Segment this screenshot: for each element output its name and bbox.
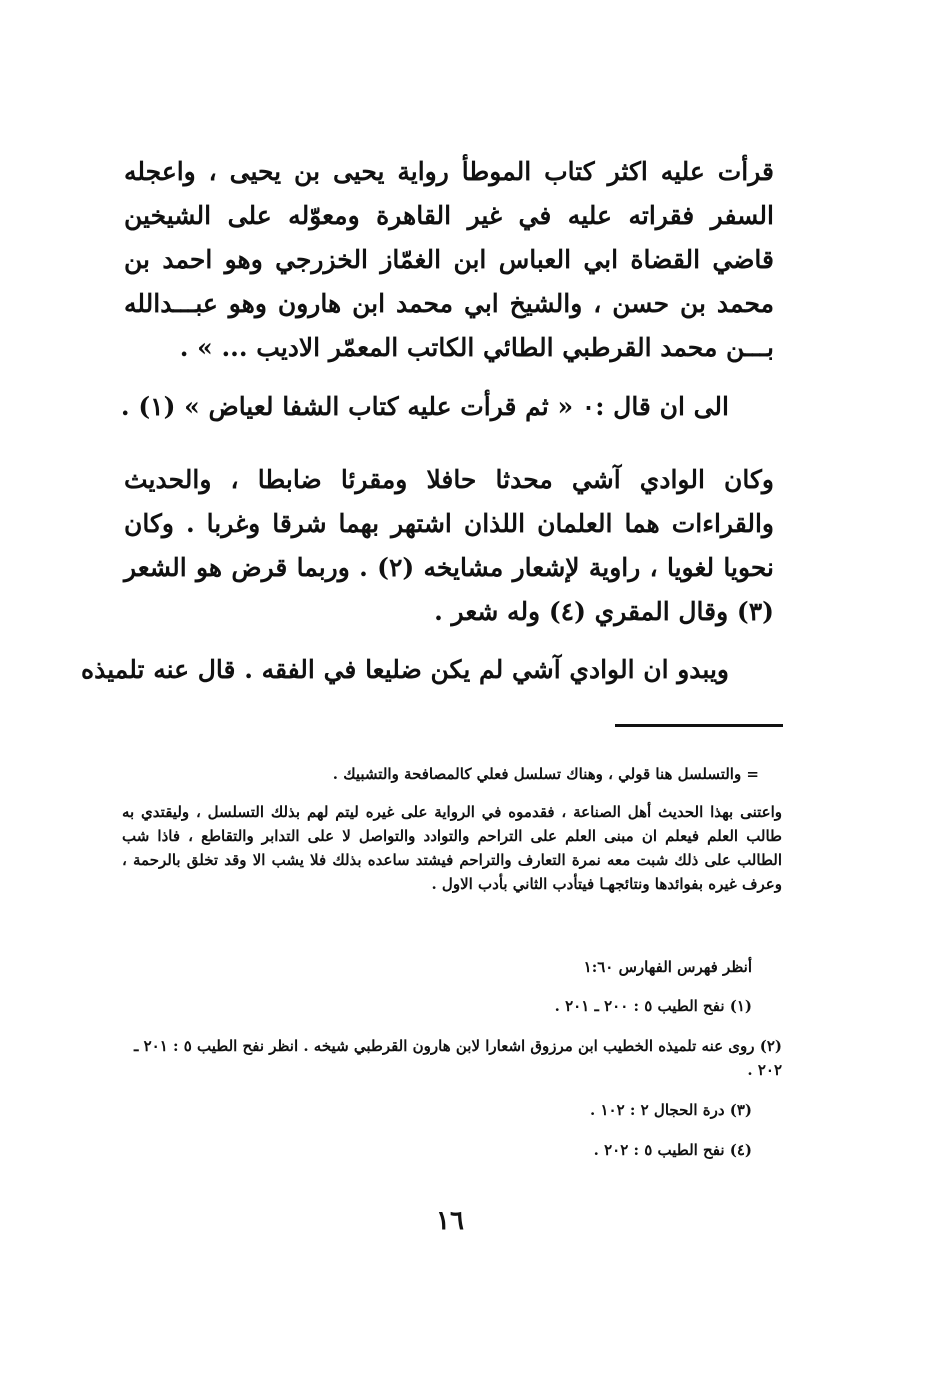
footnote-text: = والتسلسل هنا قولي ، وهناك تسلسل فعلي كالمصافحة والتشبيك . <box>332 765 759 783</box>
footnote-continuation <box>99 762 759 786</box>
footnote-item: (٣) درة الحجال ٢ : ١٠٢ . <box>590 1101 752 1119</box>
paragraph-text: ويبدو ان الوادي آشي لم يكن ضليعا في الفقه . قال عنه تلميذه <box>81 655 729 684</box>
body-paragraph <box>79 385 729 429</box>
footnote-text: واعتنى بهذا الحديث أهل الصناعة ، فقدموه في الرواية على غيره ليتم لهم بذلك التسلسل ، وليقتدي به طالب العلم فيعلم ان مبنى العلم على التراحم والتوادد والتواصل لا على التدابر والتقاطع ، فاذا شب الطالب على ذلك شبت معه نمرة التعارف والتراحم فيشتد ساعده بذلك فلا يشب الا وقد تخلق بالرحمة ، وعرف غيره بفوائدها ونتائجهـا فيتأدب الثاني بأدب الاول . <box>122 803 782 893</box>
body-paragraph <box>79 648 729 692</box>
paragraph-text: وكان الوادي آشي محدثا حافلا ومقرئا ضابطا ، والحديث والقراءات هما العلمان اللذان اشتهر بهما شرقا وغربا . وكان نحويا لغويا ، راوية لإشعار مشايخه (٢) . وربما قرض هو الشعر (٣) وقال المقري (٤) وله شعر . <box>124 465 775 626</box>
footnote-text: أنظر فهرس الفهارس ١:٦٠ <box>583 958 752 976</box>
footnote-divider <box>615 724 783 727</box>
body-paragraph <box>124 150 774 370</box>
page-number: ١٦ <box>436 1206 464 1236</box>
footnote-reference <box>92 955 752 979</box>
paragraph-text: الى ان قال :٠ « ثم قرأت عليه كتاب الشفا لعياض » (١) . <box>120 392 729 421</box>
body-paragraph <box>124 458 774 634</box>
footnote-list <box>122 994 782 1178</box>
footnote-item: (١) نفح الطيب ٥ : ٢٠٠ ـ ٢٠١ . <box>554 997 752 1015</box>
paragraph-text: قرأت عليه اكثر كتاب الموطأ رواية يحيى بن يحيى ، واعجله السفر فقراته عليه في غير القاهرة ومعوّله على الشيخين قاضي القضاة ابي العباس ابن الغمّاز الخزرجي وهو احمد بن محمد بن حسن ، والشيخ ابي محمد ابن هارون وهو عبـــدالله بـــن محمد القرطبي الطائي الكاتب المعمّر الاديب ... » . <box>124 157 774 362</box>
footnote-paragraph <box>122 800 782 896</box>
footnote-item: (٢) روى عنه تلميذه الخطيب ابن مرزوق اشعارا لابن هارون القرطبي شيخه . انظر نفح الطيب ٥ : ٢٠١ ـ ٢٠٢ . <box>133 1037 782 1079</box>
footnote-item: (٤) نفح الطيب ٥ : ٢٠٢ . <box>593 1141 752 1159</box>
